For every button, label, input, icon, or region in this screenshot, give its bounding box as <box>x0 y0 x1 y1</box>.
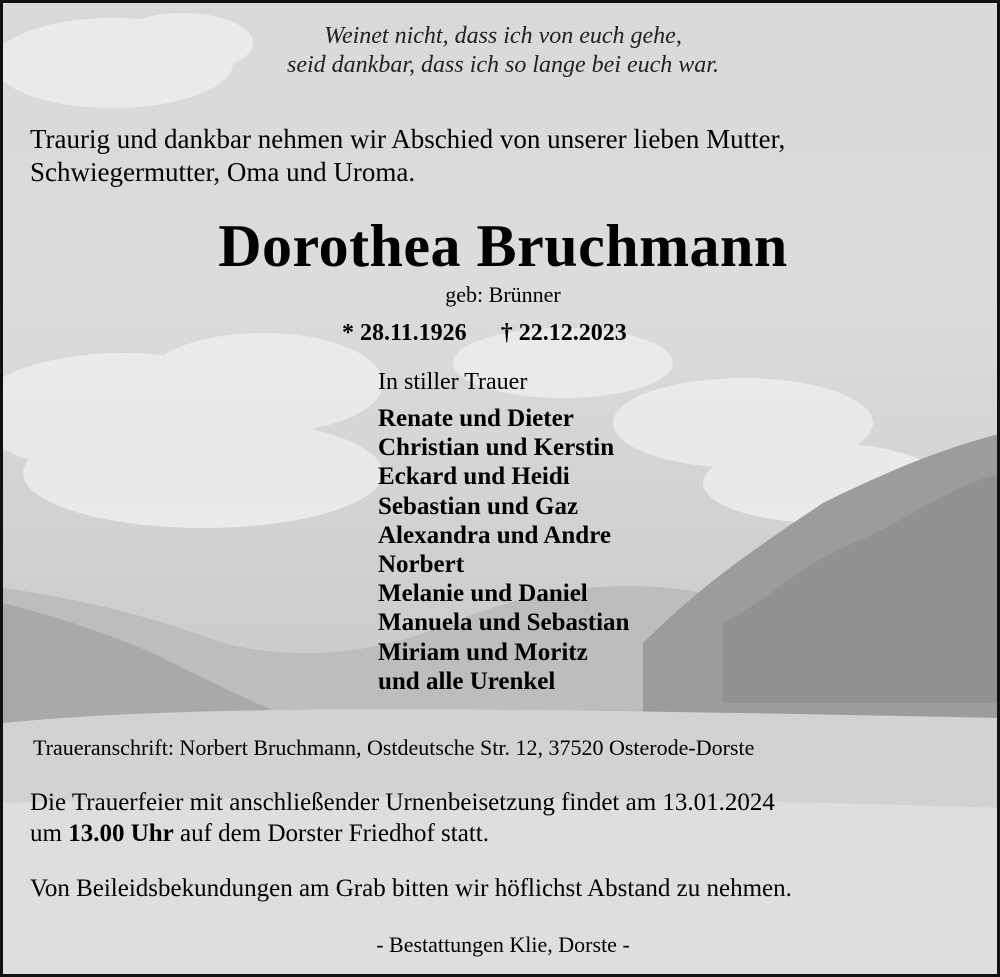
undertaker-credit: - Bestattungen Klie, Dorste - <box>376 932 630 957</box>
mourner-item: Renate und Dieter <box>378 405 574 432</box>
motto-verse <box>3 22 1000 80</box>
ceremony-prefix: um <box>30 820 62 847</box>
intro-text <box>30 123 785 189</box>
motto-line-2: seid dankbar, dass ich so lange bei euch war. <box>287 52 719 78</box>
deceased-name: Dorothea Bruchmann <box>218 213 788 279</box>
mourner-item: Norbert <box>378 551 465 579</box>
life-dates <box>342 317 627 349</box>
mourner-item: Melanie und Daniel <box>378 580 588 608</box>
intro-line-1: Traurig und dankbar nehmen wir Abschied von unserer lieben Mutter, <box>30 124 786 154</box>
mourning-heading: In stiller Trauer <box>378 369 528 395</box>
ceremony-time: 13.00 Uhr <box>68 820 174 847</box>
mourning-address: Traueranschrift: Norbert Bruchmann, Ostdeutsche Str. 12, 37520 Osterode-Dorste <box>33 735 755 760</box>
mourner-item: und alle Urenkel <box>378 667 556 695</box>
mourners-list <box>378 404 629 696</box>
mourner-item: Alexandra und Andre <box>378 521 611 549</box>
birth-date: * 28.11.1926 <box>342 320 467 346</box>
ceremony-line-1: Die Trauerfeier mit anschließender Urnenbeisetzung findet am 13.01.2024 <box>30 789 775 816</box>
mourner-item: Miriam und Moritz <box>378 638 588 666</box>
maiden-name: geb: Brünner <box>445 282 561 307</box>
intro-line-2: Schwiegermutter, Oma und Uroma. <box>30 157 416 187</box>
mourner-item: Sebastian und Gaz <box>378 492 579 520</box>
ceremony-suffix: auf dem Dorster Friedhof statt. <box>180 820 489 847</box>
condolence-request: Von Beileidsbekundungen am Grab bitten wir höflichst Abstand zu nehmen. <box>30 875 792 902</box>
ceremony-notice <box>30 787 775 849</box>
death-date: † 22.12.2023 <box>500 320 627 346</box>
mourner-item: Eckard und Heidi <box>378 463 570 491</box>
motto-line-1: Weinet nicht, dass ich von euch gehe, <box>324 23 682 49</box>
mourner-item: Christian und Kerstin <box>378 434 615 462</box>
mourner-item: Manuela und Sebastian <box>378 609 630 637</box>
